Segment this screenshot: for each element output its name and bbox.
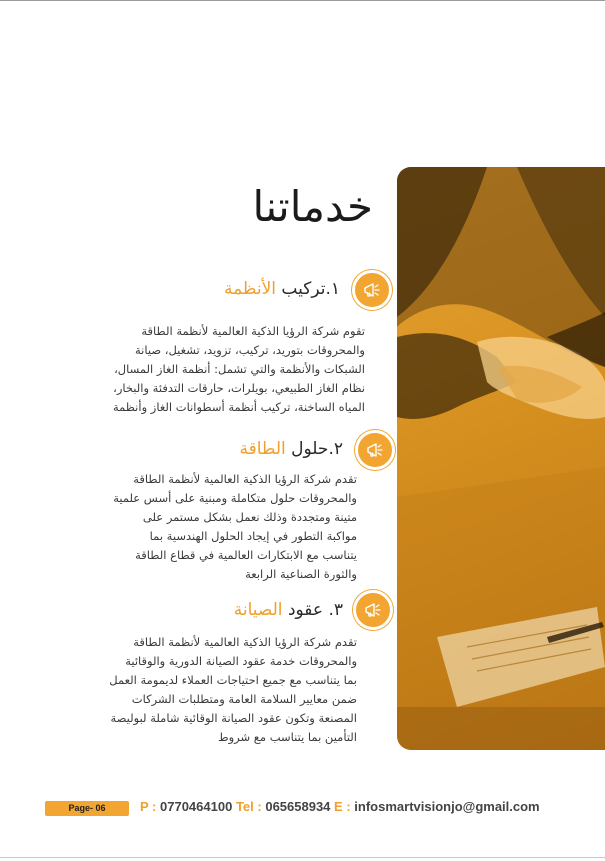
section-3-accent: الصيانة [233,600,283,620]
section-3-text [37,633,357,747]
section-2-line: والمحروقات حلول متكاملة ومبنية على أسس علمية [113,491,357,505]
section-1-line: الشبكات والأنظمة والتي تشمل: أنظمة الغاز المسال، [114,362,365,376]
section-3-line: المصنعة وتكون عقود الصيانة الوقائية شاملة لبوليصة [110,711,357,725]
phone-value[interactable]: 0770464100 [160,799,233,814]
section-1-line: تقوم شركة الرؤيا الذكية العالمية لأنظمة الطاقة [141,324,365,338]
page-title: خدماتنا [252,182,373,231]
section-2-line: تقدم شركة الرؤيا الذكية العالمية لأنظمة الطاقة [133,472,357,486]
megaphone-icon [365,440,385,460]
section-2-line: والثورة الصناعية الرابعة [245,567,357,581]
top-rule [0,0,605,1]
megaphone-icon [363,600,383,620]
section-2-text [47,470,357,584]
section-1-text [65,322,365,417]
section-2-title: حلول [291,439,329,459]
tel-key: Tel : [235,799,262,814]
section-2-line: متينة ومتجددة وذلك نعمل بشكل مستمر على [142,510,357,524]
contact-line [140,799,540,814]
section-1-title: تركيب [281,279,326,299]
section-2-accent: الطاقة [239,439,286,459]
section-2-number: ٢. [328,439,343,459]
phone-key: P : [140,799,157,814]
bottom-rule [0,857,605,858]
section-2-heading [239,439,343,459]
megaphone-icon [362,280,382,300]
section-1-line: والمحروقات بتوريد، تركيب، تزويد، تشغيل، صيانة [135,343,365,357]
section-3-line: بما يتناسب مع جميع احتياجات العملاء لديمومة العمل [109,673,357,687]
tel-value[interactable]: 065658934 [265,799,331,814]
email-key: E : [334,799,351,814]
section-1-badge [352,270,392,310]
section-1-accent: الأنظمة [223,279,277,299]
section-3-badge [353,590,393,630]
handshake-photo [397,167,605,750]
section-3-line: التأمين بما يتناسب مع شروط [217,730,357,744]
section-3-line: والمحروقات خدمة عقود الصيانة الدورية والوقائية [125,654,357,668]
section-1-heading [224,279,340,299]
footer [0,798,605,820]
section-1-number: ١. [325,279,340,299]
page-number-badge: Page- 06 [45,801,129,816]
section-3-line: ضمن معايير السلامة العامة ومتطلبات الشركات [131,692,357,706]
section-2-badge [355,430,395,470]
section-2-line: مواكبة التطور في إيجاد الحلول الهندسية بما [149,529,357,543]
section-3-line: تقدم شركة الرؤيا الذكية العالمية لأنظمة الطاقة [133,635,357,649]
section-1-line: نظام الغاز الطبيعي، بويلرات، حارقات التدفئة والبخار، [113,381,365,395]
section-3-heading [234,600,343,620]
section-1-line: المياه الساخنة، تركيب أنظمة أسطوانات الغاز وأنظمة [112,400,365,414]
section-3-number: ٣. [328,600,343,620]
section-2-line: يتناسب مع الابتكارات العالمية في قطاع الطاقة [135,548,357,562]
email-value[interactable]: infosmartvisionjo@gmail.com [354,799,540,814]
section-3-title: عقود [287,600,324,620]
